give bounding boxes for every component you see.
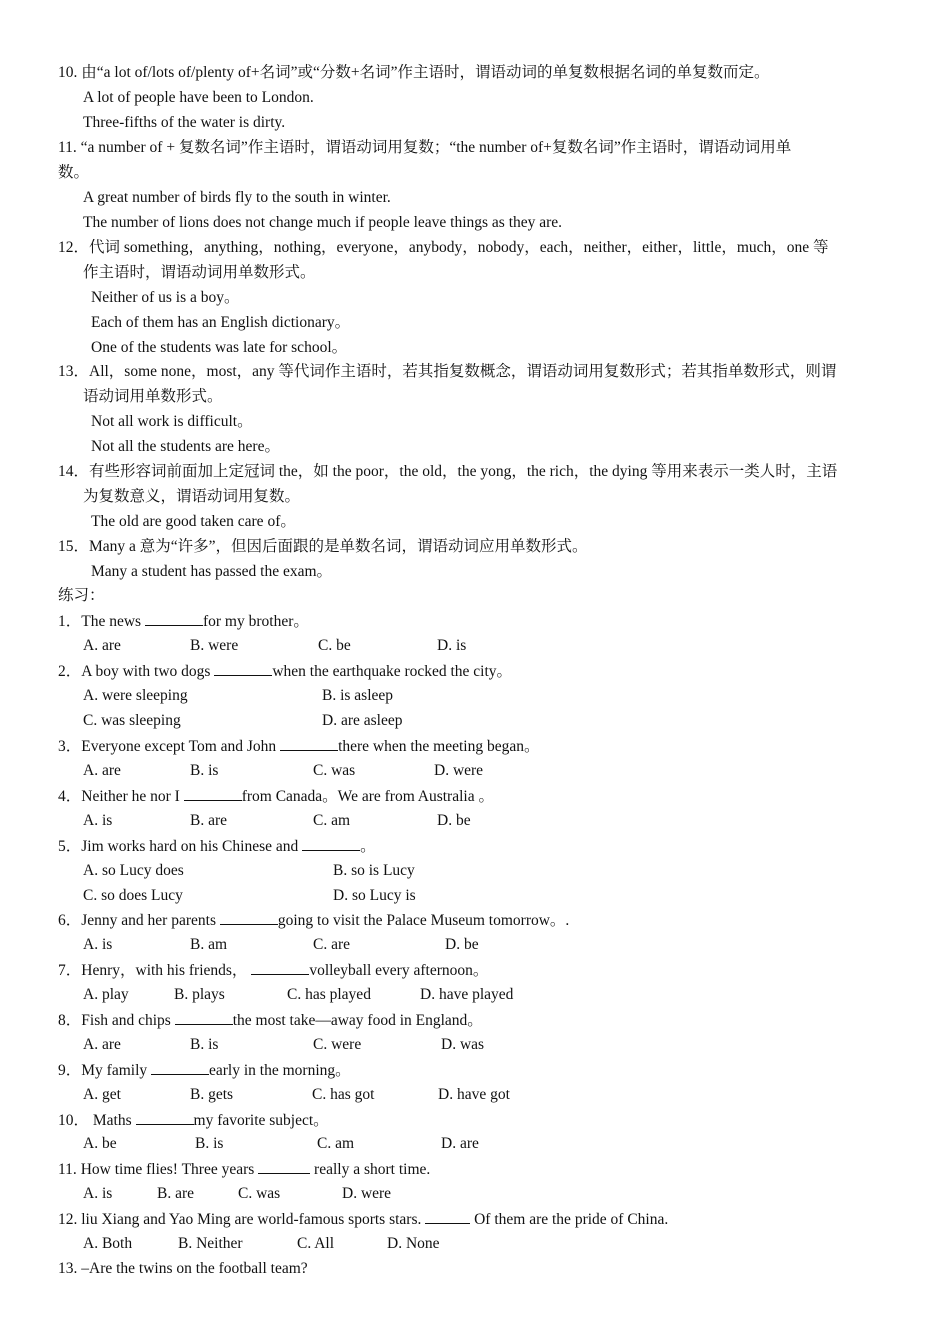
practice-heading: 练习： xyxy=(58,587,105,604)
option-c[interactable]: C. were xyxy=(313,1036,362,1053)
option-d[interactable]: D. were xyxy=(434,762,484,779)
question-text-pre: Fish and chips xyxy=(81,1012,175,1029)
answer-blank[interactable] xyxy=(151,1060,209,1075)
answer-blank[interactable] xyxy=(302,836,360,851)
option-c[interactable]: C. was xyxy=(238,1185,281,1202)
rule-14-line1: 14．有些形容词前面加上定冠词 the，如 the poor，the old，the yong，the rich，the dying 等用来表示一类人时，主语 xyxy=(58,463,838,480)
question-text-pre: Everyone except Tom and John xyxy=(81,738,281,755)
question-9 xyxy=(58,1060,351,1081)
question-text-pre: –Are the twins on the football team? xyxy=(77,1260,308,1277)
option-d[interactable]: D. were xyxy=(342,1185,392,1202)
option-c[interactable]: C. was xyxy=(313,762,356,779)
rule-14-example-1: The old are good taken care of。 xyxy=(91,513,296,530)
answer-blank[interactable] xyxy=(214,661,272,676)
question-13 xyxy=(58,1259,308,1279)
option-c[interactable]: C. are xyxy=(313,936,351,953)
option-d[interactable]: D. are xyxy=(441,1135,479,1152)
option-b[interactable]: B. is xyxy=(195,1135,224,1152)
option-c[interactable]: C. All xyxy=(297,1235,335,1252)
question-3 xyxy=(58,736,540,757)
rule-11-line1: 11. “a number of + 复数名词”作主语时，谓语动词用复数；“the number of+复数名词”作主语时，谓语动词用单 xyxy=(58,139,792,156)
option-a[interactable]: A. Both xyxy=(83,1235,133,1252)
option-c[interactable]: C. am xyxy=(317,1135,355,1152)
question-number: 1． xyxy=(58,613,82,630)
question-text-pre: Jim works hard on his Chinese and xyxy=(81,838,303,855)
option-b[interactable]: B. is xyxy=(190,1036,219,1053)
option-c[interactable]: C. so does Lucy xyxy=(83,887,183,904)
question-text-post: my favorite subject。 xyxy=(193,1112,329,1129)
question-text-pre: My family xyxy=(81,1062,152,1079)
option-a[interactable]: A. are xyxy=(83,637,121,654)
rule-10-example-1: A lot of people have been to London. xyxy=(83,89,314,106)
option-c[interactable]: C. am xyxy=(313,812,351,829)
rule-13-example-2: Not all the students are here。 xyxy=(91,438,280,455)
question-11 xyxy=(58,1159,430,1180)
question-number: 10． xyxy=(58,1112,90,1129)
question-number: 12. xyxy=(58,1211,78,1228)
answer-blank[interactable] xyxy=(136,1110,194,1125)
option-d[interactable]: D. is xyxy=(437,637,467,654)
question-text-post: for my brother。 xyxy=(202,613,309,630)
option-a[interactable]: A. be xyxy=(83,1135,117,1152)
rule-13-example-1: Not all work is difficult。 xyxy=(91,413,253,430)
question-text-post: Of them are the pride of China. xyxy=(470,1211,669,1228)
question-number: 9． xyxy=(58,1062,82,1079)
question-text-post: from Canada。We are from Australia 。 xyxy=(241,788,494,805)
question-number: 7． xyxy=(58,962,82,979)
question-4 xyxy=(58,786,494,807)
option-d[interactable]: D. None xyxy=(387,1235,440,1252)
question-text-post: really a short time. xyxy=(310,1161,431,1178)
question-text-pre: A boy with two dogs xyxy=(81,663,215,680)
answer-blank[interactable] xyxy=(184,786,242,801)
option-d[interactable]: D. are asleep xyxy=(322,712,403,729)
option-a[interactable]: A. is xyxy=(83,936,113,953)
question-text-post: the most take—away food in England。 xyxy=(232,1012,483,1029)
option-b[interactable]: B. are xyxy=(157,1185,195,1202)
rule-11-example-1: A great number of birds fly to the south in winter. xyxy=(83,189,391,206)
option-c[interactable]: C. be xyxy=(318,637,351,654)
option-c[interactable]: C. has played xyxy=(287,986,371,1003)
question-12 xyxy=(58,1209,668,1230)
question-number: 8． xyxy=(58,1012,82,1029)
answer-blank[interactable] xyxy=(258,1159,310,1174)
question-number: 2． xyxy=(58,663,82,680)
answer-blank[interactable] xyxy=(175,1010,233,1025)
option-d[interactable]: D. be xyxy=(445,936,479,953)
rule-12-line2: 作主语时，谓语动词用单数形式。 xyxy=(83,264,316,281)
option-a[interactable]: A. get xyxy=(83,1086,121,1103)
question-text-pre: liu Xiang and Yao Ming are world-famous sports stars. xyxy=(77,1211,426,1228)
answer-blank[interactable] xyxy=(425,1209,470,1224)
option-b[interactable]: B. gets xyxy=(190,1086,234,1103)
answer-blank[interactable] xyxy=(280,736,338,751)
rule-12-example-1: Neither of us is a boy。 xyxy=(91,289,240,306)
rule-15-example-1: Many a student has passed the exam。 xyxy=(91,563,333,580)
question-text-pre: Jenny and her parents xyxy=(81,912,220,929)
question-text-post: going to visit the Palace Museum tomorrow。. xyxy=(277,912,570,929)
question-2 xyxy=(58,661,512,682)
question-8 xyxy=(58,1010,483,1031)
question-number: 4． xyxy=(58,788,82,805)
rule-13-line1: 13．All，some none，most，any 等代词作主语时，若其指复数概念，谓语动词用复数形式；若其指单数形式，则谓 xyxy=(58,363,837,380)
option-b[interactable]: B. are xyxy=(190,812,228,829)
option-b[interactable]: B. so is Lucy xyxy=(333,862,415,879)
question-7 xyxy=(58,960,488,981)
question-text-pre: Maths xyxy=(89,1112,136,1129)
option-c[interactable]: C. has got xyxy=(312,1086,375,1103)
question-text-pre: Henry，with his friends， xyxy=(81,962,252,979)
rule-10-example-2: Three-fifths of the water is dirty. xyxy=(83,114,286,131)
option-a[interactable]: A. is xyxy=(83,812,113,829)
option-b[interactable]: B. is xyxy=(190,762,219,779)
option-a[interactable]: A. were sleeping xyxy=(83,687,188,704)
rule-15-line1: 15．Many a 意为“许多”，但因后面跟的是单数名词，谓语动词应用单数形式。 xyxy=(58,538,588,555)
question-5 xyxy=(58,836,376,857)
rule-10-line1: 10. 由“a lot of/lots of/plenty of+名词”或“分数+名词”作主语时，谓语动词的单复数根据名词的单复数而定。 xyxy=(58,64,770,81)
question-10 xyxy=(58,1110,329,1131)
option-d[interactable]: D. have got xyxy=(438,1086,510,1103)
question-number: 5． xyxy=(58,838,82,855)
option-b[interactable]: B. am xyxy=(190,936,228,953)
option-b[interactable]: B. is asleep xyxy=(322,687,394,704)
option-d[interactable]: D. was xyxy=(441,1036,485,1053)
question-text-post: when the earthquake rocked the city。 xyxy=(272,663,513,680)
rule-11-line2: 数。 xyxy=(58,164,90,181)
option-c[interactable]: C. was sleeping xyxy=(83,712,181,729)
rule-12-line1: 12．代词 something，anything，nothing，everyone，anybody，nobody，each，neither，either，little，much，one 等 xyxy=(58,239,829,256)
option-b[interactable]: B. were xyxy=(190,637,239,654)
rule-14-line2: 为复数意义，谓语动词用复数。 xyxy=(83,488,301,505)
option-d[interactable]: D. be xyxy=(437,812,471,829)
question-text-post: there when the meeting began。 xyxy=(338,738,540,755)
answer-blank[interactable] xyxy=(220,910,278,925)
question-number: 11. xyxy=(58,1161,77,1178)
question-text-pre: The news xyxy=(81,613,145,630)
option-a[interactable]: A. are xyxy=(83,1036,121,1053)
question-6 xyxy=(58,910,569,931)
option-a[interactable]: A. are xyxy=(83,762,121,779)
question-number: 6． xyxy=(58,912,82,929)
rule-12-example-3: One of the students was late for school。 xyxy=(91,339,348,356)
option-a[interactable]: A. so Lucy does xyxy=(83,862,184,879)
answer-blank[interactable] xyxy=(251,960,309,975)
rule-13-line2: 语动词用单数形式。 xyxy=(83,388,223,405)
question-text-pre: How time flies! Three years xyxy=(76,1161,259,1178)
question-1 xyxy=(58,611,309,632)
option-a[interactable]: A. is xyxy=(83,1185,113,1202)
option-b[interactable]: B. Neither xyxy=(178,1235,243,1252)
option-d[interactable]: D. so Lucy is xyxy=(333,887,416,904)
question-text-pre: Neither he nor I xyxy=(81,788,184,805)
option-b[interactable]: B. plays xyxy=(174,986,225,1003)
option-d[interactable]: D. have played xyxy=(420,986,514,1003)
question-number: 3． xyxy=(58,738,82,755)
rule-11-example-2: The number of lions does not change much if people leave things as they are. xyxy=(83,214,563,231)
question-text-post: early in the morning。 xyxy=(209,1062,351,1079)
question-text-post: volleyball every afternoon。 xyxy=(309,962,489,979)
question-text-post: 。 xyxy=(360,838,376,855)
question-number: 13. xyxy=(58,1260,78,1277)
answer-blank[interactable] xyxy=(145,611,203,626)
option-a[interactable]: A. play xyxy=(83,986,129,1003)
rule-12-example-2: Each of them has an English dictionary。 xyxy=(91,314,351,331)
